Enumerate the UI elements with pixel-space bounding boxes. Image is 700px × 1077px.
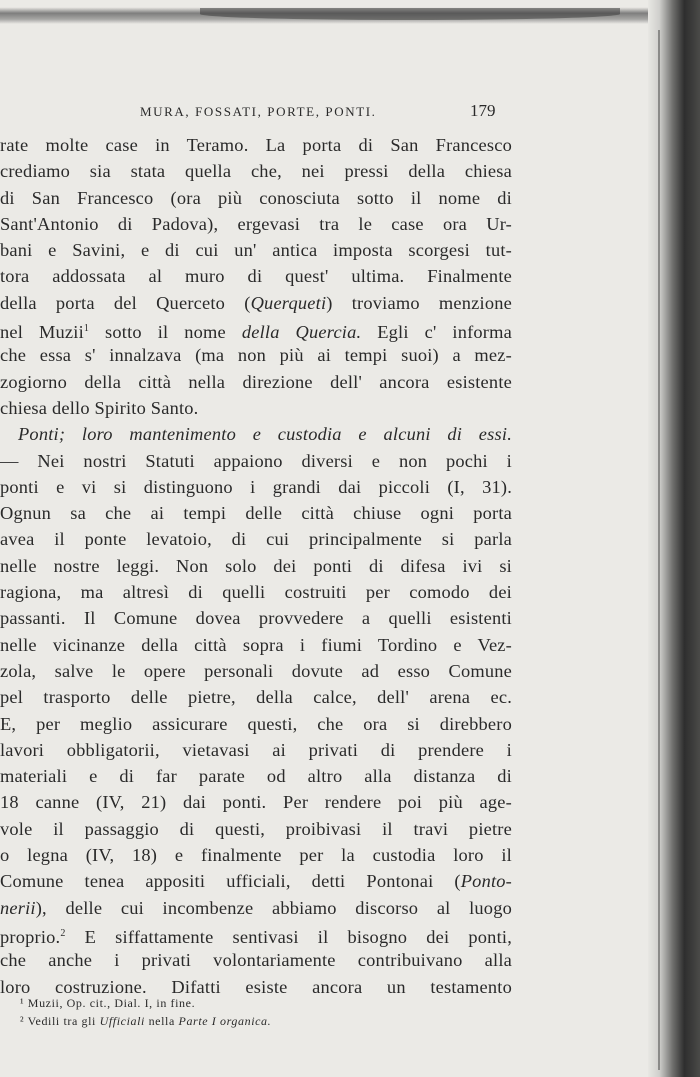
text-line: o legna (IV, 18) e finalmente per la custodia loro il — [0, 845, 512, 866]
italic-span: Parte I organica. — [178, 1014, 272, 1028]
running-title: MURA, FOSSATI, PORTE, PONTI. — [140, 104, 377, 119]
footnote-1 — [20, 994, 500, 1012]
text-line: E, per meglio assicurare questi, che ora si direbbero — [0, 713, 512, 734]
text-line — [0, 921, 512, 947]
text-line: — Nei nostri Statuti appaiono diversi e non pochi i — [0, 450, 512, 471]
text-line: che anche i privati volontariamente contribuivano alla — [0, 950, 512, 971]
text-line: che essa s' innalzava (ma non più ai tempi suoi) a mez- — [0, 345, 512, 366]
text-line: passanti. Il Comune dovea provvedere a quelli esistenti — [0, 608, 512, 629]
text-line: Ognun sa che ai tempi delle città chiuse ogni porta — [0, 503, 512, 524]
text-line: di San Francesco (ora più conosciuta sotto il nome di — [0, 187, 512, 208]
footnote-ref: 1 — [83, 323, 90, 335]
text-line: vole il passaggio di questi, proibivasi il travi pietre — [0, 818, 512, 839]
text-line: zola, salve le opere personali dovute ad esso Comune — [0, 660, 512, 681]
text-line — [0, 290, 512, 316]
text-line: tora addossata al muro di quest' ultima. Finalmente — [0, 266, 512, 287]
section-heading: Ponti; loro mantenimento e custodia e alcuni di essi. — [18, 424, 512, 445]
text-span: della porta del Querceto ( — [0, 292, 251, 313]
text-span: ), delle cui incombenze abbiamo discorso al luogo — [35, 897, 512, 918]
italic-span: della Quercia. — [241, 322, 362, 343]
text-line — [0, 868, 512, 894]
footnote-text: Muzii, Op. cit., Dial. I, in fine. — [24, 996, 196, 1010]
text-line: loro costruzione. Difatti esiste ancora un testamento — [0, 976, 512, 997]
text-line: Sant'Antonio di Padova), ergevasi tra le case ora Ur- — [0, 213, 512, 234]
text-line: pel trasporto delle pietre, della calce, dell' arena ec. — [0, 687, 512, 708]
footnotes — [20, 994, 500, 1030]
text-line: chiesa dello Spirito Santo. — [0, 397, 199, 418]
text-line: ragiona, ma altresì di quelli costruiti per comodo dei — [0, 582, 512, 603]
footnote-2 — [20, 1012, 500, 1030]
text-line — [0, 895, 512, 921]
text-line: nelle nostre leggi. Non solo dei ponti di difesa ivi si — [0, 555, 512, 576]
text-line: ponti e vi si distinguono i grandi dai piccoli (I, 31). — [0, 476, 512, 497]
body-text — [0, 132, 512, 1000]
footnote-mark: ¹ — [20, 996, 25, 1010]
italic-span: Querqueti — [250, 292, 327, 313]
footnote-ref: 2 — [60, 927, 66, 939]
text-span: sotto il nome — [89, 322, 242, 343]
text-line: crediamo sia stata quella che, nei pressi della chiesa — [0, 161, 512, 182]
text-line: rate molte case in Teramo. La porta di San Francesco — [0, 135, 512, 155]
footnote-text: nella — [144, 1014, 179, 1028]
text-span: Egli c' informa — [361, 322, 512, 343]
italic-span: nerii — [0, 897, 36, 918]
text-span: Comune tenea appositi ufficiali, detti Pontonai ( — [0, 871, 461, 892]
text-line: materiali e di far parate od altro alla distanza di — [0, 766, 512, 787]
text-span: E siffattamente sentivasi il bisogno dei ponti, — [65, 927, 512, 948]
footnote-text: Vedili tra gli — [24, 1014, 100, 1028]
page-number: 179 — [470, 101, 496, 120]
text-line: 18 canne (IV, 21) dai ponti. Per rendere poi più age- — [0, 792, 512, 813]
text-line — [0, 316, 512, 342]
text-span: proprio. — [0, 927, 61, 948]
italic-span: Ufficiali — [99, 1014, 145, 1028]
text-line: nelle vicinanze della città sopra i fiumi Tordino e Vez- — [0, 634, 512, 655]
text-line: lavori obbligatorii, vietavasi ai privati di prendere i — [0, 739, 512, 760]
footnote-mark: ² — [20, 1014, 25, 1028]
text-line: zogiorno della città nella direzione dell' ancora esistente — [0, 371, 512, 392]
text-span: ) troviamo menzione — [326, 292, 512, 313]
italic-span: Ponto- — [460, 871, 512, 892]
text-span: nel Muzii — [0, 322, 84, 343]
text-line: avea il ponte levatoio, di cui principalmente si parla — [0, 529, 512, 550]
text-line: bani e Savini, e di cui un' antica imposta scorgesi tut- — [0, 240, 512, 261]
